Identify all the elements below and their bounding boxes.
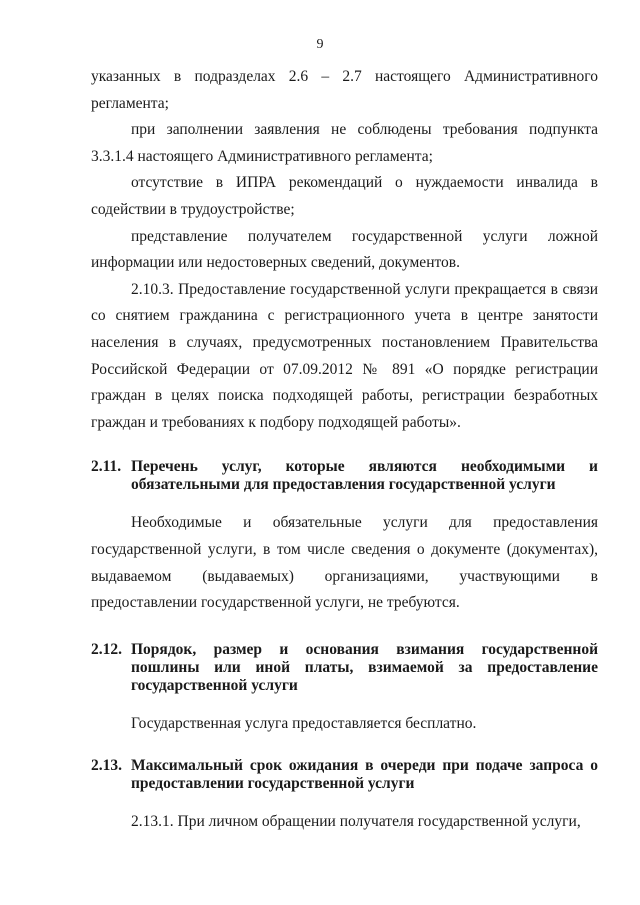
paragraph-condition-false-info: представление получателем государственной услуги ложной информации или недостоверных сведений, документов. bbox=[91, 227, 598, 272]
section-body-2-12: Государственная услуга предоставляется бесплатно. bbox=[131, 714, 477, 732]
section-body-2-11: Необходимые и обязательные услуги для предоставления государственной услуги, в том числе сведения о документе (документах), выдаваемом (выдаваемых) организациями, участвующими в предоставлении государственной услуги, не требуются. bbox=[91, 514, 598, 612]
section-heading-2-11 bbox=[91, 458, 598, 494]
section-heading-2-12 bbox=[91, 641, 598, 695]
paragraph-condition-ipra: отсутствие в ИПРА рекомендаций о нуждаемости инвалида в содействии в трудоустройстве; bbox=[91, 174, 598, 218]
paragraph-condition-application: при заполнении заявления не соблюдены требования подпункта 3.3.1.4 настоящего Административного регламента; bbox=[91, 121, 598, 165]
section-number: 2.11. bbox=[91, 458, 122, 476]
section-title: Порядок, размер и основания взимания государственной пошлины или иной платы, взимаемой за предоставление государственной услуги bbox=[131, 640, 598, 694]
document-body bbox=[91, 64, 598, 836]
paragraph-continuation: указанных в подразделах 2.6 – 2.7 настоящего Административного регламента; bbox=[91, 68, 598, 112]
section-body-2-13: 2.13.1. При личном обращении получателя государственной услуги, bbox=[131, 813, 581, 831]
paragraph-2-10-3: 2.10.3. Предоставление государственной услуги прекращается в связи со снятием гражданина с регистрационного учета в центре занятости населения в случаях, предусмотренных постановлением Правительства Российской Федерации от 07.09.2012 № 891 «О порядке регистрации граждан в целях поиска подходящей работы, регистрации безработных граждан и требованиях к подбору подходящей работы». bbox=[91, 280, 598, 431]
section-number: 2.13. bbox=[91, 757, 122, 775]
section-heading-2-13 bbox=[91, 757, 598, 793]
section-title: Максимальный срок ожидания в очереди при подаче запроса о предоставлении государственной услуги bbox=[131, 757, 598, 793]
section-number: 2.12. bbox=[91, 640, 122, 658]
page-number: 9 bbox=[316, 37, 324, 52]
section-title: Перечень услуг, которые являются необходимыми и обязательными для предоставления государственной услуги bbox=[131, 458, 598, 494]
